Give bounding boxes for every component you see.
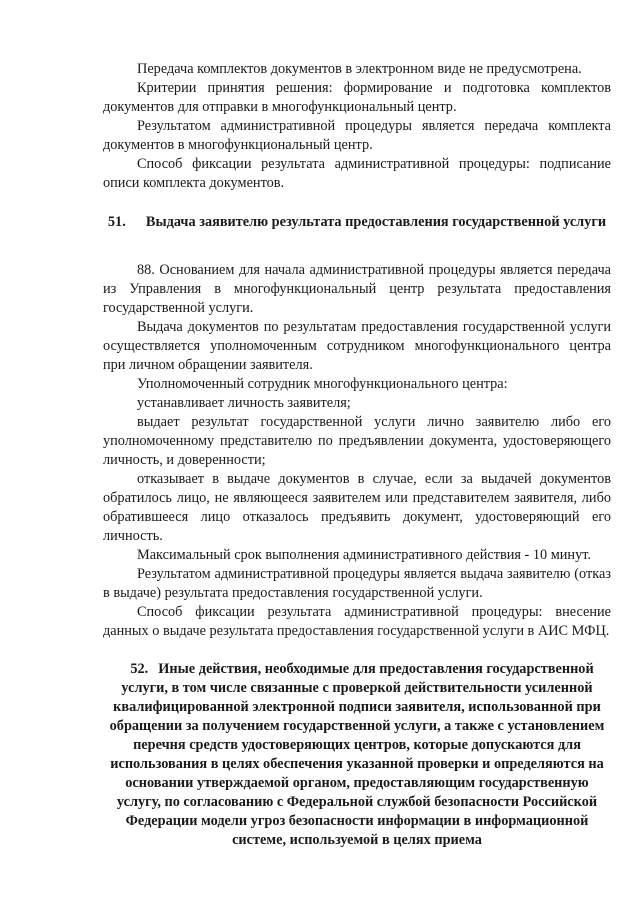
paragraph: Уполномоченный сотрудник многофункционального центра: [137,376,508,392]
paragraph: Передача комплектов документов в электронном виде не предусмотрена. [137,61,582,77]
section-title: Иные действия, необходимые для предоставления государственной услуги, в том числе связанные с проверкой действительности усиленной квалифицированной электронной подписи заявителя, использованной при обращении за получением государственной услуги, а также с установлением перечня средств удостоверяющих центров, которые допускаются для использования в целях обеспечения указанной проверки и определяются на основании утверждаемой органом, предоставляющим государственную услугу, по согласованию с Федеральной службой безопасности Российской Федерации модели угроз безопасности информации в информационной системе, используемой в целях приема [109,661,605,848]
document-body [103,60,611,850]
paragraph: устанавливает личность заявителя; [137,395,351,411]
paragraph: 88. Основанием для начала административной процедуры является передача из Управления в многофункциональный центр результата предоставления государственной услуги. [103,262,611,316]
section-52-heading [103,660,611,850]
paragraph: Результатом административной процедуры является выдача заявителю (отказ в выдаче) результата предоставления государственной услуги. [103,566,611,601]
paragraph: Максимальный срок выполнения административного действия - 10 минут. [137,547,591,563]
section-51-heading [103,213,611,232]
section-number: 51. [107,214,126,230]
paragraph: отказывает в выдаче документов в случае, если за выдачей документов обратилось лицо, не являющееся заявителем или представителем заявителя, либо обратившееся лицо отказалось предъявить документ, удостоверяющий его личность. [103,471,611,544]
paragraph: Критерии принятия решения: формирование и подготовка комплектов документов для отправки в многофункциональный центр. [103,80,611,115]
paragraph: Способ фиксации результата административной процедуры: подписание описи комплекта документов. [103,156,611,191]
paragraph: Выдача документов по результатам предоставления государственной услуги осуществляется уполномоченным сотрудником многофункционального центра при личном обращении заявителя. [103,319,611,373]
paragraph: Способ фиксации результата административной процедуры: внесение данных о выдаче результата предоставления государственной услуги в АИС МФЦ. [103,604,611,639]
section-title: Выдача заявителю результата предоставления государственной услуги [145,214,607,230]
paragraph: выдает результат государственной услуги лично заявителю либо его уполномоченному представителю по предъявлении документа, удостоверяющего личность, и доверенности; [103,414,611,468]
section-number: 52. [130,661,149,677]
paragraph: Результатом административной процедуры является передача комплекта документов в многофункциональный центр. [103,118,611,153]
